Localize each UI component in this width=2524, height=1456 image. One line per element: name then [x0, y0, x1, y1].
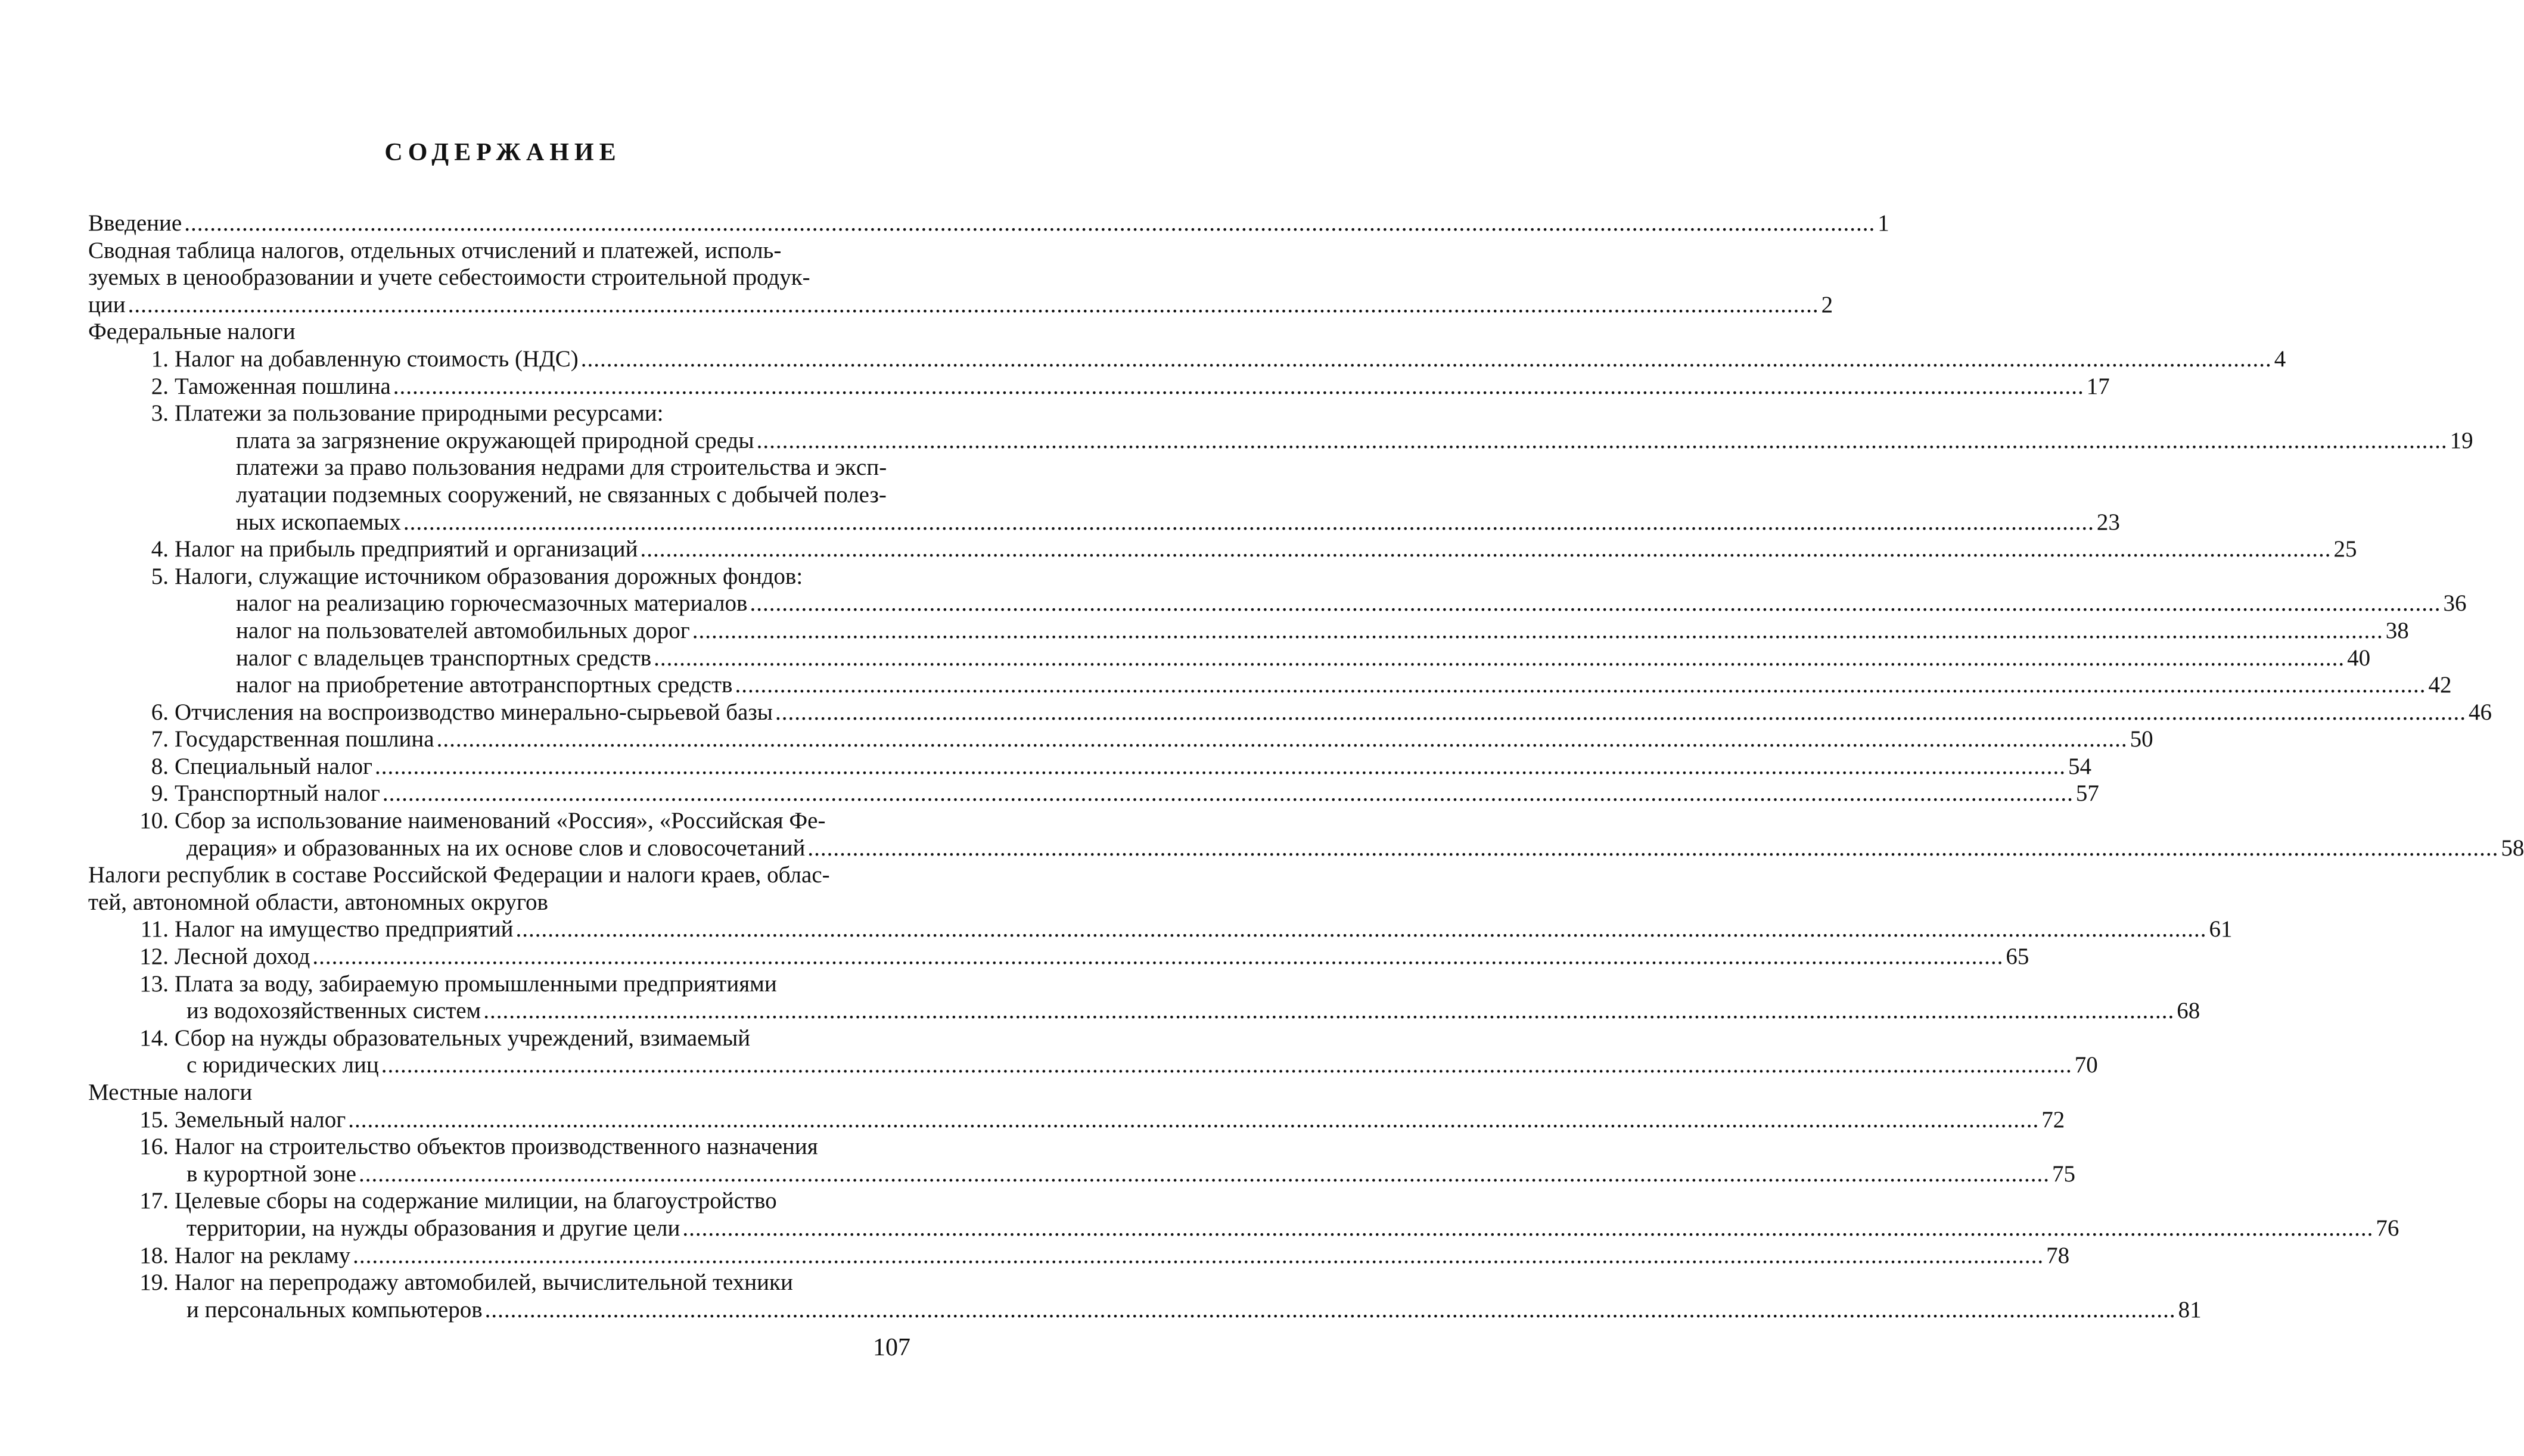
page-ref: 46: [2468, 699, 2492, 725]
page-ref: 65: [2006, 944, 2029, 970]
page-ref: 17: [2086, 373, 2110, 399]
page-title: СОДЕРЖАНИЕ: [384, 139, 621, 166]
page-ref: 61: [2209, 916, 2233, 942]
page-ref: 4: [2274, 346, 2286, 372]
toc-entry-5[interactable]: 5. Налоги, служащие источником образования дорожных фондов:: [151, 563, 803, 589]
toc-entry-2[interactable]: 2. Таможенная пошлина ..... 17: [88, 373, 951, 400]
page-ref: 57: [2075, 780, 2099, 807]
toc-entry-12[interactable]: 12. Лесной доход ..... 65: [88, 943, 951, 970]
toc-subentry-5-4[interactable]: налог на приобретение автотранспортных средств ..... 42: [88, 671, 1058, 699]
toc-entry-8[interactable]: 8. Специальный налог ..... 54: [88, 753, 951, 780]
section-heading-local: Местные налоги: [88, 1079, 253, 1105]
toc-entry-16-line2[interactable]: в курортной зоне ..... 75: [88, 1161, 1009, 1188]
toc-subentry-3-1[interactable]: плата за загрязнение окружающей природной среды ..... 19: [88, 427, 1058, 455]
page-ref: 70: [2074, 1052, 2098, 1078]
page-ref: 54: [2068, 753, 2092, 779]
page-ref: 68: [2177, 998, 2200, 1024]
page-ref: 72: [2041, 1106, 2065, 1133]
toc-entry-10-line2[interactable]: дерация» и образованных на их основе слов и словосочетаний ..... 58: [88, 835, 1009, 862]
toc-entry-14-line2[interactable]: с юридических лиц ..... 70: [88, 1051, 1009, 1079]
toc-entry-18[interactable]: 18. Налог на рекламу ..... 78: [88, 1242, 951, 1270]
section-heading-regional-line1: Налоги республик в составе Российской Федерации и налоги краев, облас-: [88, 862, 830, 888]
toc-entry-3[interactable]: 3. Платежи за пользование природными ресурсами:: [151, 400, 664, 427]
toc-entry-intro[interactable]: Введение ..... 1: [88, 210, 910, 237]
toc-entry-19-line2[interactable]: и персональных компьютеров ..... 81: [88, 1296, 1009, 1324]
page-ref: 23: [2096, 509, 2120, 535]
toc-entry-11[interactable]: 11. Налог на имущество предприятий ..... 61: [88, 916, 951, 943]
toc-entry-summary-line1[interactable]: Сводная таблица налогов, отдельных отчислений и платежей, исполь-: [88, 237, 782, 263]
page-ref: 75: [2051, 1161, 2075, 1187]
page-ref: 25: [2333, 536, 2357, 562]
table-of-contents: [88, 210, 2524, 1323]
toc-entry-14-line1[interactable]: 14. Сбор на нужды образовательных учреждений, взимаемый: [139, 1025, 751, 1051]
toc-entry-1[interactable]: 1. Налог на добавленную стоимость (НДС) ..... 4: [88, 346, 951, 373]
toc-entry-10-line1[interactable]: 10. Сбор за использование наименований «Россия», «Российская Фе-: [139, 808, 826, 834]
toc-entry-7[interactable]: 7. Государственная пошлина ..... 50: [88, 726, 951, 753]
toc-entry-17-line2[interactable]: территории, на нужды образования и другие цели ..... 76: [88, 1215, 1009, 1242]
toc-subentry-3-2-line2[interactable]: луатации подземных сооружений, не связанных с добычей полез-: [236, 481, 887, 508]
toc-subentry-3-2-line1[interactable]: платежи за право пользования недрами для строительства и экcп-: [236, 455, 887, 481]
page-ref: 42: [2428, 672, 2452, 698]
section-heading-regional-line2: тей, автономной области, автономных округов: [88, 889, 548, 915]
toc-entry-summary-line3[interactable]: ции ..... 2: [88, 291, 910, 319]
toc-subentry-3-2-line3[interactable]: ных ископаемых ..... 23: [88, 509, 1058, 536]
toc-entry-9[interactable]: 9. Транспортный налог ..... 57: [88, 780, 951, 807]
toc-subentry-5-1[interactable]: налог на реализацию горючесмазочных материалов ..... 36: [88, 590, 1058, 617]
toc-entry-15[interactable]: 15. Земельный налог ..... 72: [88, 1106, 951, 1134]
page-ref: 38: [2385, 617, 2409, 643]
toc-entry-4[interactable]: 4. Налог на прибыль предприятий и организаций ..... 25: [88, 536, 951, 563]
toc-entry-13-line2[interactable]: из водохозяйственных систем ..... 68: [88, 997, 1009, 1025]
page-ref: 81: [2178, 1296, 2202, 1323]
toc-entry-13-line1[interactable]: 13. Плата за воду, забираемую промышленными предприятиями: [139, 970, 777, 997]
page-ref: 40: [2347, 645, 2371, 671]
page-ref: 2: [1821, 291, 1833, 318]
toc-entry-19-line1[interactable]: 19. Налог на перепродажу автомобилей, вычислительной техники: [139, 1270, 793, 1296]
toc-entry-summary-line2[interactable]: зуемых в ценообразовании и учете себестоимости строительной продук-: [88, 265, 810, 291]
section-heading-federal: Федеральные налоги: [88, 319, 296, 345]
toc-subentry-5-3[interactable]: налог с владельцев транспортных средств ..... 40: [88, 645, 1058, 672]
toc-entry-16-line1[interactable]: 16. Налог на строительство объектов производственного назначения: [139, 1134, 818, 1160]
page-ref: 78: [2046, 1242, 2070, 1268]
page-ref: 1: [1878, 210, 1889, 236]
toc-subentry-5-2[interactable]: налог на пользователей автомобильных дорог ..... 38: [88, 617, 1058, 645]
page-ref: 76: [2376, 1215, 2399, 1241]
page-ref: 50: [2130, 726, 2153, 752]
page-number: 107: [873, 1334, 910, 1361]
page-ref: 58: [2501, 835, 2524, 861]
page-ref: 36: [2443, 590, 2467, 617]
page-ref: 19: [2450, 427, 2473, 453]
toc-entry-6[interactable]: 6. Отчисления на воспроизводство минерально-сырьевой базы ..... 46: [88, 699, 951, 726]
toc-entry-17-line1[interactable]: 17. Целевые сборы на содержание милиции, на благоустройство: [139, 1188, 777, 1214]
